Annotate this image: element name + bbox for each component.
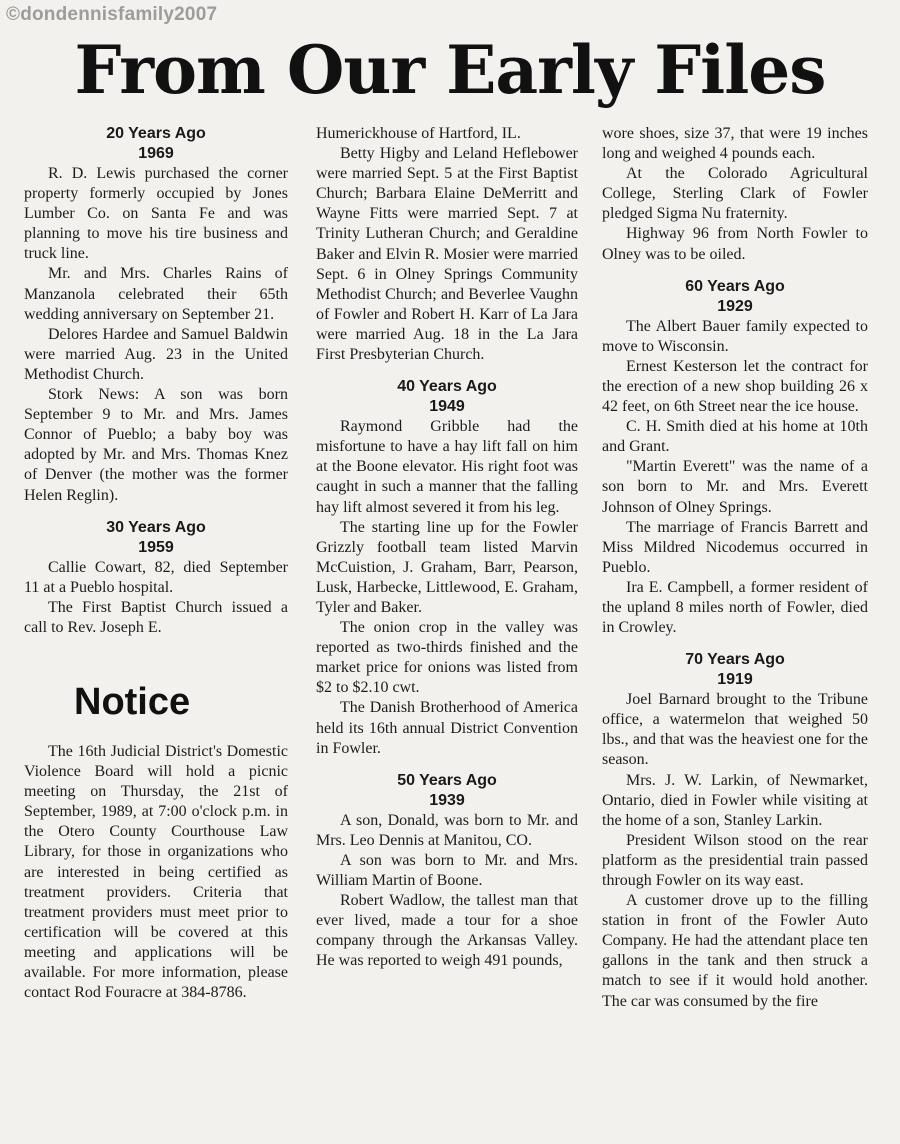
section-30-years-continued (316, 124, 578, 365)
heading-title: 70 Years Ago (685, 651, 785, 669)
column-2 (316, 124, 578, 983)
news-item: "Martin Everett" was the name of a son born to Mr. and Mrs. Everett Johnson of Olney Springs. (602, 458, 868, 516)
news-item: The onion crop in the valley was reported as two-thirds finished and the market price for onions was listed from $2 to $2.10 cwt. (316, 619, 578, 697)
news-item: The starting line up for the Fowler Grizzly football team listed Marvin McCuistion, J. Graham, Barr, Pearson, Lusk, Harbecke, Littlewood, E. Graham, Tyler and Baker. (316, 518, 578, 616)
news-item: Delores Hardee and Samuel Baldwin were married Aug. 23 in the United Methodist Church. (24, 325, 288, 383)
news-item: The Albert Bauer family expected to move to Wisconsin. (602, 317, 868, 355)
news-item: Robert Wadlow, the tallest man that ever lived, made a tour for a shoe company through the Arkansas Valley. He was reported to weigh 491 pounds, (316, 892, 578, 970)
heading-title: 60 Years Ago (685, 277, 785, 295)
news-item: President Wilson stood on the rear platform as the presidential train passed through Fowler on its way east. (602, 831, 868, 889)
section-heading (602, 277, 868, 317)
section-heading (24, 518, 288, 558)
news-item: Highway 96 from North Fowler to Olney was to be oiled. (602, 225, 868, 263)
section-30-years-ago (24, 518, 288, 638)
notice-text: The 16th Judicial District's Domestic Violence Board will hold a picnic meeting on Thursday, the 21st of September, 1989, at 7:00 o'clock p.m. in the Otero County Courthouse Law Library, for those in organizations who are interested in being certified as treatment providers. Criteria that treatment providers must meet prior to certification will be covered at this meeting and applications will be available. For more information, please contact Rod Fouracre at 384-8786. (24, 742, 288, 1002)
news-item: At the Colorado Agricultural College, Sterling Clark of Fowler pledged Sigma Nu fraternity. (602, 165, 868, 223)
news-item: A son was born to Mr. and Mrs. William Martin of Boone. (316, 851, 578, 889)
section-70-years-ago (602, 650, 868, 1012)
news-item: Ernest Kesterson let the contract for the erection of a new shop building 26 x 42 feet, on 6th Street near the ice house. (602, 357, 868, 416)
news-item: The marriage of Francis Barrett and Miss Mildred Nicodemus occurred in Pueblo. (602, 518, 868, 576)
heading-year: 1949 (429, 398, 465, 416)
news-item: Mrs. J. W. Larkin, of Newmarket, Ontario, died in Fowler while visiting at the home of a son, Stanley Larkin. (602, 771, 868, 829)
news-item: Raymond Gribble had the misfortune to have a hay lift fall on him at the Boone elevator. His right foot was caught in such a manner that the falling hay lift almost severed it from his leg. (316, 418, 578, 516)
heading-title: 20 Years Ago (106, 125, 206, 142)
news-item: R. D. Lewis purchased the corner property formerly occupied by Jones Lumber Co. on Santa Fe and was planning to move his tire business and truck line. (24, 165, 288, 263)
notice-title: Notice (74, 680, 191, 723)
heading-year: 1919 (717, 671, 753, 689)
column-3 (602, 124, 868, 1024)
heading-year: 1939 (429, 791, 465, 809)
section-heading (316, 377, 578, 417)
heading-title: 50 Years Ago (397, 771, 497, 789)
section-50-years-continued (602, 124, 868, 265)
section-20-years-ago (24, 124, 288, 506)
section-heading (24, 124, 288, 164)
news-item: Joel Barnard brought to the Tribune office, a watermelon that weighed 50 lbs., and that was the heaviest one for the season. (602, 691, 868, 769)
section-40-years-ago (316, 377, 578, 759)
news-item: Mr. and Mrs. Charles Rains of Manzanola celebrated their 65th wedding anniversary on September 21. (24, 265, 288, 323)
heading-year: 1929 (717, 297, 753, 315)
heading-year: 1959 (138, 538, 174, 556)
section-heading (602, 650, 868, 690)
column-1 (24, 124, 288, 1003)
news-item-continued: Humerickhouse of Hartford, IL. (316, 125, 521, 142)
heading-year: 1969 (138, 145, 174, 162)
news-item: Ira E. Campbell, a former resident of the upland 8 miles north of Fowler, died in Crowley. (602, 578, 868, 637)
news-item: A customer drove up to the filling station in front of the Fowler Auto Company. He had the attendant place ten gallons in the tank and then struck a match to see if it would hold another. The car was consumed by the fire (602, 892, 868, 1010)
news-item: A son, Donald, was born to Mr. and Mrs. Leo Dennis at Manitou, CO. (316, 811, 578, 849)
copyright-watermark: ©dondennisfamily2007 (6, 4, 218, 25)
section-heading (316, 771, 578, 811)
section-50-years-ago (316, 771, 578, 972)
news-item: Stork News: A son was born September 9 to Mr. and Mrs. James Connor of Pueblo; a baby boy was adopted by Mr. and Mrs. Thomas Knez of Denver (the mother was the former Helen Reglin). (24, 386, 288, 504)
news-item: Callie Cowart, 82, died September 11 at a Pueblo hospital. (24, 558, 288, 596)
section-60-years-ago (602, 277, 868, 639)
news-item: Betty Higby and Leland Heflebower were married Sept. 5 at the First Baptist Church; Barbara Elaine DeMerritt and Wayne Fitts were married Sept. 7 at Trinity Lutheran Church; and Geraldine Baker and Elvin R. Mosier were married Sept. 6 in Olney Springs Community Methodist Church; and Beverlee Vaughn of Fowler and Robert H. Karr of La Jara were married Aug. 18 in the La Jara First Presbyterian Church. (316, 145, 578, 364)
masthead-title: From Our Early Files (74, 31, 826, 109)
heading-title: 40 Years Ago (397, 378, 497, 396)
notice-box (24, 682, 288, 1003)
news-item-continued: wore shoes, size 37, that were 19 inches long and weighed 4 pounds each. (602, 125, 868, 163)
heading-title: 30 Years Ago (106, 518, 206, 536)
news-item: The Danish Brotherhood of America held its 16th annual District Convention in Fowler. (316, 699, 578, 757)
news-item: C. H. Smith died at his home at 10th and Grant. (602, 418, 868, 456)
news-item: The First Baptist Church issued a call to Rev. Joseph E. (24, 598, 288, 636)
